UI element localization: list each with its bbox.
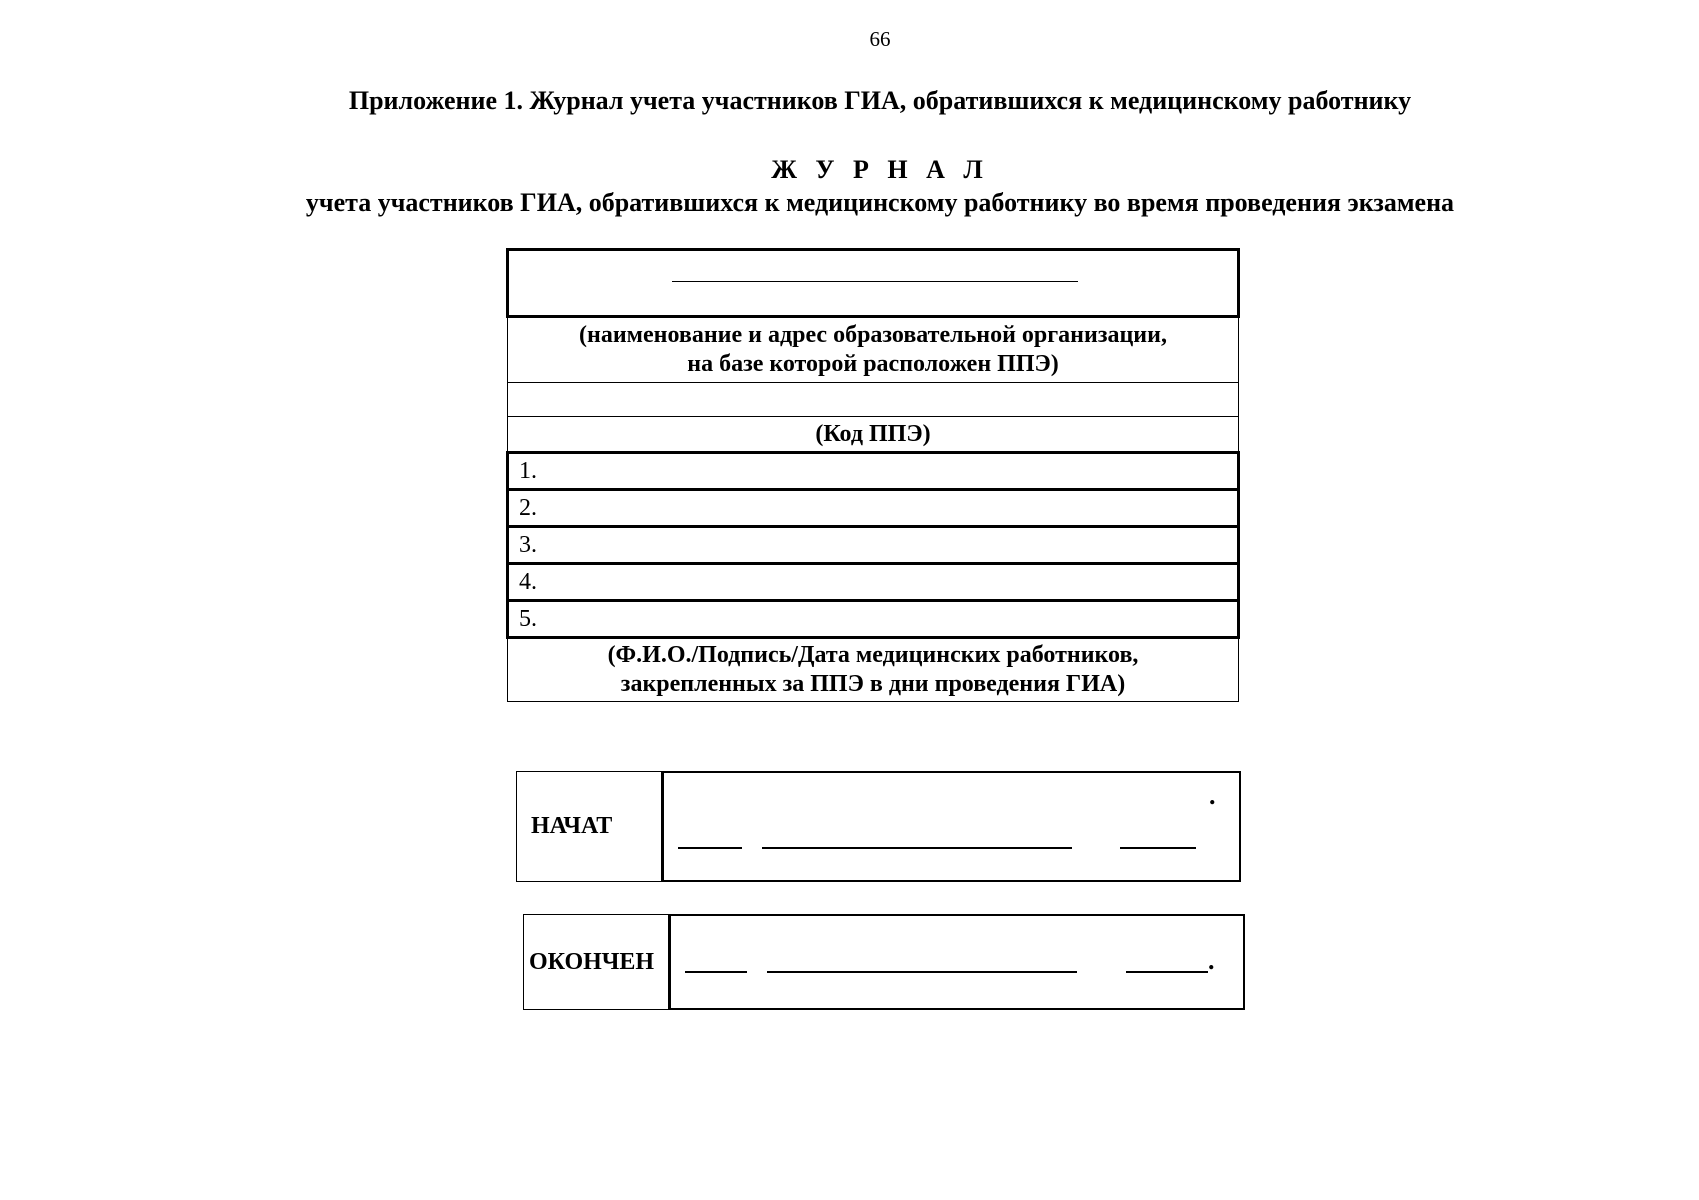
org-name-underline [672, 281, 1078, 282]
ppe-code-caption: (Код ППЭ) [508, 417, 1239, 453]
org-caption-line2: на базе которой расположен ППЭ) [687, 351, 1059, 377]
fio-caption-line2: закрепленных за ППЭ в дни проведения ГИА) [620, 671, 1126, 697]
journal-header-table [506, 248, 1240, 702]
finished-day-line [685, 971, 747, 973]
appendix-title: Приложение 1. Журнал учета участников ГИА, обратившихся к медицинскому работнику [348, 86, 1412, 115]
started-date-field[interactable] [662, 771, 1241, 882]
started-year-line [1120, 847, 1196, 849]
started-day-line [678, 847, 742, 849]
medic-row-5[interactable]: 5. [508, 601, 1239, 638]
started-dot: . [1209, 781, 1216, 810]
fio-caption-line1: (Ф.И.О./Подпись/Дата медицинских работников, [607, 642, 1139, 668]
finished-label: ОКОНЧЕН [523, 914, 669, 1010]
started-label: НАЧАТ [516, 771, 662, 882]
medic-row-2[interactable]: 2. [508, 490, 1239, 527]
finished-month-line [767, 971, 1077, 973]
started-month-line [762, 847, 1072, 849]
journal-title: Ж У Р Н А Л [771, 155, 989, 184]
finished-date-field[interactable] [669, 914, 1245, 1010]
fio-caption [508, 638, 1239, 702]
medic-row-3[interactable]: 3. [508, 527, 1239, 564]
org-caption-line1: (наименование и адрес образовательной организации, [579, 322, 1167, 348]
ppe-code-field[interactable] [508, 383, 1239, 417]
org-caption [508, 317, 1239, 383]
finished-box [523, 914, 1245, 1010]
finished-year-line [1126, 971, 1208, 973]
medic-row-4[interactable]: 4. [508, 564, 1239, 601]
finished-dot: . [1208, 946, 1215, 975]
page-number: 66 [869, 27, 891, 51]
journal-subtitle: учета участников ГИА, обратившихся к медицинскому работнику во время проведения экзамена [305, 188, 1455, 217]
started-box [516, 771, 1241, 882]
org-name-field[interactable] [508, 250, 1239, 317]
medic-row-1[interactable]: 1. [508, 453, 1239, 490]
